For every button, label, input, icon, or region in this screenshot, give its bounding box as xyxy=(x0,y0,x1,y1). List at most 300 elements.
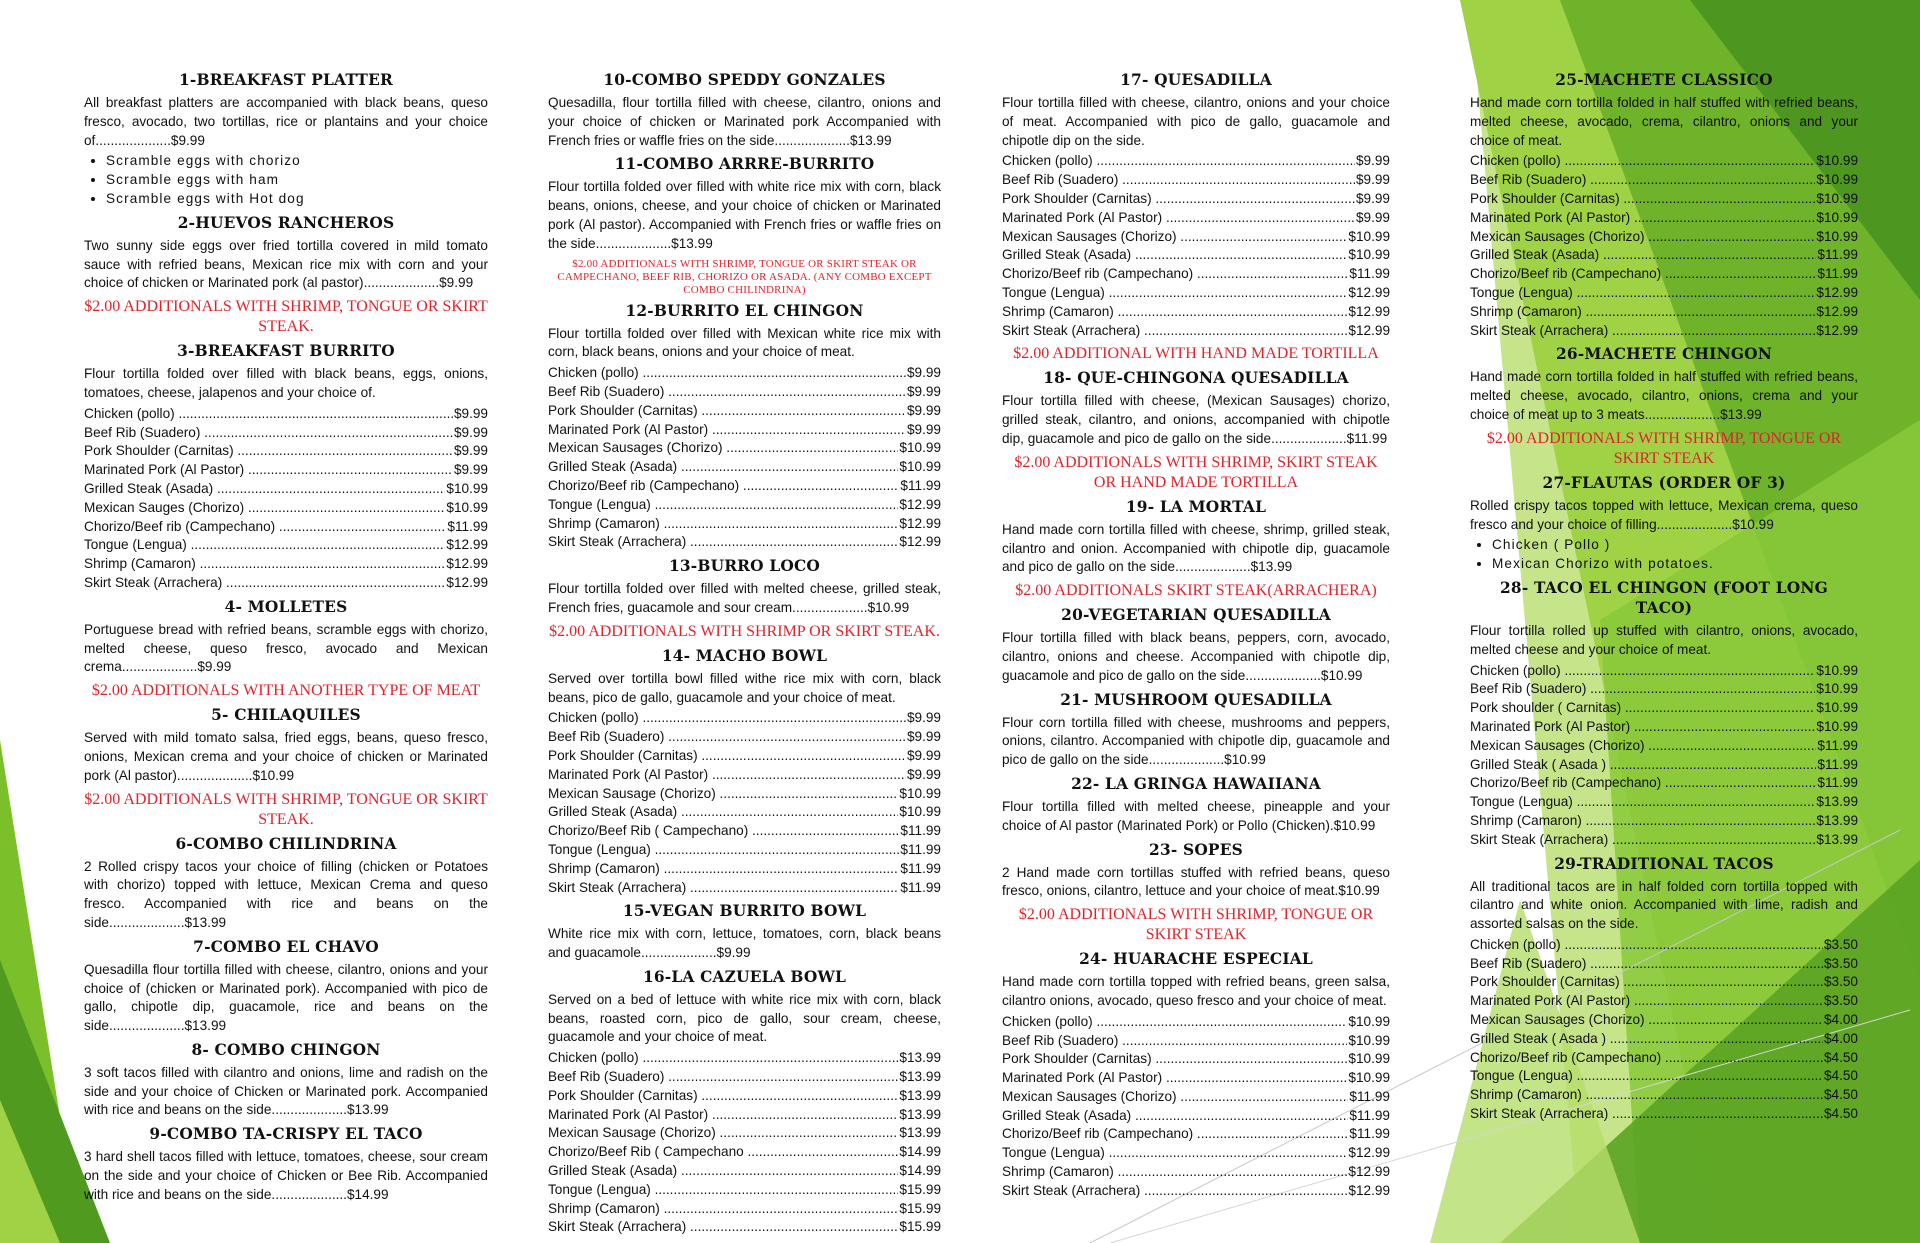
menu-item-description xyxy=(1002,864,1390,902)
menu-section xyxy=(84,937,488,1036)
price-row xyxy=(1470,1067,1858,1086)
item-price: $10.99 xyxy=(1348,1032,1390,1048)
description-text: 3 hard shell tacos filled with lettuce, tomatoes, cheese, sour cream on the side and your choice of Chicken or Bee Rib. Accompanied with rice and beans on the side xyxy=(84,1149,488,1202)
meat-option: Tongue (Lengua) ..... xyxy=(1470,1067,1823,1086)
description-text: Flour tortilla filled with cheese, (Mexican Sausages) chorizo, grilled steak, cilantro, and onions, accompanied with chipotle dip, guacamole and pico de gallo on the side xyxy=(1002,393,1390,446)
menu-item-title: 27-FLAUTAS (ORDER OF 3) xyxy=(1542,473,1786,492)
leader-dots: .................... xyxy=(271,1186,347,1202)
price-row xyxy=(1470,699,1858,718)
menu-item-description: Served over tortilla bowl filled withe rice mix with corn, black beans, pico de gallo, guacamole and your choice of meat. xyxy=(548,670,941,705)
item-price: $4.50 xyxy=(1823,1068,1858,1084)
meat-option: Marinated Pork (Al Pastor) ..... xyxy=(548,766,906,785)
item-price: $10.99 xyxy=(1816,700,1858,716)
menu-item-description: Flour tortilla folded over filled with black beans, eggs, onions, tomatoes, cheese, jalapenos and your choice of. xyxy=(84,366,488,400)
price-row xyxy=(1002,1069,1390,1088)
item-price: $14.99 xyxy=(899,1163,941,1179)
menu-item-description: Flour tortilla folded over filled with Mexican white rice mix with corn, black beans, onions and your choice of meat. xyxy=(548,325,941,360)
leader-dots: .................... xyxy=(271,1102,347,1118)
description-text: Flour tortilla folded over filled with melted cheese, grilled steak, French fries, guacamole and sour cream xyxy=(548,581,941,615)
meat-option: Chorizo/Beef rib (Campechano) ..... xyxy=(1002,265,1348,284)
item-price: $9.99 xyxy=(1355,209,1390,225)
leader-dots: .................... xyxy=(1175,559,1251,575)
menu-item-title: 17- QUESADILLA xyxy=(1120,71,1272,89)
menu-section xyxy=(1002,949,1390,1201)
price-row xyxy=(548,1068,941,1087)
item-price: $13.99 xyxy=(1720,406,1762,422)
item-price: $10.99 xyxy=(899,785,941,801)
price-row xyxy=(548,822,941,841)
item-price: $10.99 xyxy=(1816,718,1858,734)
price-row xyxy=(548,728,941,747)
price-row xyxy=(1470,1086,1858,1105)
meat-option: Beef Rib (Suadero) ..... xyxy=(548,728,906,747)
item-price: $9.99 xyxy=(1355,153,1390,169)
item-price: $9.99 xyxy=(170,132,205,148)
meat-option: Chorizo/Beef rib (Campechano) ..... xyxy=(1470,265,1816,284)
item-price: $10.99 xyxy=(1816,153,1858,169)
price-row xyxy=(1470,265,1858,284)
meat-option: Pork Shoulder (Carnitas) ..... xyxy=(1002,1050,1347,1069)
price-row xyxy=(1470,831,1858,850)
additional-note: $2.00 ADDITIONALS WITH ANOTHER TYPE OF MEAT xyxy=(91,682,481,700)
item-price: $9.99 xyxy=(906,365,941,381)
leader-dots: .................... xyxy=(108,914,185,930)
price-row xyxy=(1002,246,1390,265)
leader-dots: .................... xyxy=(121,659,198,675)
meat-option: Shrimp (Camaron) ..... xyxy=(548,860,899,879)
menu-section xyxy=(84,213,488,293)
menu-section xyxy=(1470,854,1858,1124)
meat-option: Chorizo/Beef rib (Campechano) ..... xyxy=(548,477,899,496)
meat-option: Beef Rib (Suadero) ..... xyxy=(1002,171,1355,190)
item-price: $13.99 xyxy=(1816,794,1858,810)
price-row xyxy=(548,533,941,552)
menu-item-title: 1-BREAKFAST PLATTER xyxy=(178,71,393,89)
item-price: $10.99 xyxy=(1224,752,1266,768)
menu-item-description xyxy=(1002,392,1390,448)
price-row xyxy=(1470,718,1858,737)
item-price: $15.99 xyxy=(899,1181,941,1197)
item-price: $15.99 xyxy=(899,1219,941,1235)
description-text: Rolled crispy tacos topped with lettuce, Mexican crema, queso fresco and your choice of filling xyxy=(1470,497,1858,532)
price-row xyxy=(548,1124,941,1143)
meat-option: Mexican Sausages (Chorizo) ..... xyxy=(1470,737,1816,756)
meat-option: Skirt Steak (Arrachera) ..... xyxy=(84,574,445,593)
item-price: $11.99 xyxy=(1349,1088,1390,1104)
meat-option: Mexican Sausage (Chorizo) ..... xyxy=(548,1124,898,1143)
meat-option: Tongue (Lengua) ..... xyxy=(1470,284,1815,303)
leader-dots: .................... xyxy=(792,599,868,615)
option-item: • Mexican Chorizo with potatoes. xyxy=(1492,555,1858,574)
menu-section xyxy=(1470,70,1858,340)
item-price: $3.50 xyxy=(1823,993,1858,1009)
menu-item-description xyxy=(84,1148,488,1204)
price-row xyxy=(1470,774,1858,793)
item-price: $13.99 xyxy=(899,1050,941,1066)
menu-item-description: Flour tortilla rolled up stuffed with cilantro, onions, avocado, melted cheese and your choice of meat. xyxy=(1470,622,1858,657)
description-text: All breakfast platters are accompanied with black beans, queso fresco, avocado, two tortillas, rice or plantains and your choice of xyxy=(84,95,488,148)
item-price: $3.50 xyxy=(1823,974,1858,990)
price-row xyxy=(1470,284,1858,303)
item-price: $12.99 xyxy=(446,537,488,553)
price-row xyxy=(1470,246,1858,265)
additional-note: $2.00 ADDITIONAL WITH HAND MADE TORTILLA xyxy=(1013,345,1379,363)
item-price: $10.99 xyxy=(1348,247,1390,263)
leader-dots: .................... xyxy=(774,132,850,148)
price-row xyxy=(84,480,488,499)
meat-option: Pork Shoulder (Carnitas) ..... xyxy=(548,1087,898,1106)
meat-option: Grilled Steak (Asada) ..... xyxy=(548,803,898,822)
meat-option: Mexican Sausages (Chorizo) ..... xyxy=(1470,1011,1823,1030)
price-row xyxy=(1002,1088,1390,1107)
item-price: $4.50 xyxy=(1823,1087,1858,1103)
meat-option: Grilled Steak ( Asada ) ..... xyxy=(1470,1030,1823,1049)
menu-item-description xyxy=(1002,521,1390,577)
menu-item-description: Hand made corn tortilla topped with refried beans, green salsa, cilantro onions, avocado, queso fresco and your choice of meat. xyxy=(1002,974,1390,1008)
item-price: $9.99 xyxy=(906,383,941,399)
meat-option: Tongue (Lengua) ..... xyxy=(548,496,898,515)
price-row xyxy=(548,1087,941,1106)
item-price: $9.99 xyxy=(197,659,232,675)
item-price: $10.99 xyxy=(1333,817,1376,833)
item-price: $13.99 xyxy=(184,1018,227,1034)
description-text: 2 Hand made corn tortillas stuffed with refried beans, queso fresco, onions, cilantro, lettuce and your choice of meat. xyxy=(1002,864,1390,899)
menu-item-title: 21- MUSHROOM QUESADILLA xyxy=(1060,690,1332,709)
menu-item-title: 6-COMBO CHILINDRINA xyxy=(175,834,397,853)
leader-dots: .................... xyxy=(1656,516,1733,532)
menu-item-title: 7-COMBO EL CHAVO xyxy=(193,937,379,956)
price-row xyxy=(1002,1013,1390,1032)
price-row xyxy=(1002,152,1390,171)
meat-option: Chicken (pollo) ..... xyxy=(1470,936,1823,955)
price-row xyxy=(1470,303,1858,322)
price-row xyxy=(84,555,488,574)
menu-item-title: 23- SOPES xyxy=(1149,840,1243,859)
price-row xyxy=(1002,1182,1390,1201)
menu-section xyxy=(1470,578,1858,850)
item-price: $4.50 xyxy=(1823,1106,1858,1122)
item-price: $10.99 xyxy=(1816,190,1858,206)
item-price: $13.99 xyxy=(899,1069,941,1085)
meat-option: Grilled Steak (Asada) ..... xyxy=(1002,1107,1348,1126)
menu-item-title: 2-HUEVOS RANCHEROS xyxy=(177,213,395,232)
menu-item-title: 22- LA GRINGA HAWAIIANA xyxy=(1071,774,1321,793)
meat-option: Mexican Sausages (Chorizo) ..... xyxy=(548,439,898,458)
price-row xyxy=(548,1181,941,1200)
menu-item-title: 13-BURRO LOCO xyxy=(668,557,821,576)
item-price: $4.00 xyxy=(1823,1030,1858,1046)
item-price: $12.99 xyxy=(1816,303,1858,319)
meat-option: Skirt Steak (Arrachera) ..... xyxy=(1470,1105,1823,1124)
menu-item-title: 4- MOLLETES xyxy=(224,597,348,616)
price-row xyxy=(1470,955,1858,974)
meat-option: Pork Shoulder (Carnitas) ..... xyxy=(1470,190,1815,209)
meat-option: Grilled Steak (Asada) ..... xyxy=(1470,246,1816,265)
price-row xyxy=(548,1200,941,1219)
item-price: $11.99 xyxy=(900,477,941,493)
item-price: $11.99 xyxy=(1817,266,1858,282)
meat-option: Marinated Pork (Al Pastor) ..... xyxy=(1002,209,1355,228)
meat-option: Beef Rib (Suadero) ..... xyxy=(84,424,453,443)
price-row xyxy=(548,709,941,728)
item-price: $9.99 xyxy=(1355,190,1390,206)
item-price: $10.99 xyxy=(1348,228,1390,244)
meat-option: Shrimp (Camaron) ..... xyxy=(84,555,445,574)
menu-item-description xyxy=(1002,798,1390,836)
leader-dots: .................... xyxy=(363,275,440,291)
item-price: $11.99 xyxy=(1817,247,1858,263)
item-price: $9.99 xyxy=(906,766,941,782)
item-price: $11.99 xyxy=(1346,430,1388,446)
description-text: Flour tortilla filled with melted cheese, pineapple and your choice of Al pastor (Marinated Pork) or Pollo (Chicken). xyxy=(1002,798,1390,833)
item-price: $14.99 xyxy=(346,1186,389,1202)
meat-option: Chicken (pollo) ..... xyxy=(1002,152,1355,171)
item-price: $9.99 xyxy=(716,945,751,961)
item-price: $11.99 xyxy=(1817,737,1858,753)
item-price: $10.99 xyxy=(1348,1013,1390,1029)
description-text: Flour tortilla filled with black beans, peppers, corn, avocado, cilantro, onions and cheese. Accompanied with chipotle dip, guacamole and pico de gallo on the side xyxy=(1002,630,1390,683)
item-price: $11.99 xyxy=(1817,775,1858,791)
meat-option: Tongue (Lengua) ..... xyxy=(548,1181,898,1200)
item-price: $10.99 xyxy=(1816,228,1858,244)
price-row xyxy=(84,499,488,518)
menu-item-description: All traditional tacos are in half folded corn tortilla topped with cilantro and white onion. Accompanied with lime, radish and assorted salsas on the side. xyxy=(1470,878,1858,932)
description-text: Quesadilla, flour tortilla filled with cheese, cilantro, onions and your choice of chicken or Marinated pork Accompanied with French fries or waffle fries on the side xyxy=(548,95,941,148)
price-row xyxy=(1470,662,1858,681)
menu-item-description xyxy=(84,961,488,1036)
item-price: $11.99 xyxy=(1817,756,1858,772)
meat-option: Skirt Steak (Arrachera) ..... xyxy=(1470,322,1815,341)
price-row xyxy=(548,515,941,534)
item-price: $13.99 xyxy=(899,1087,941,1103)
item-price: $11.99 xyxy=(900,879,941,895)
menu-section xyxy=(84,70,488,209)
meat-option: Mexican Sausages (Chorizo) ..... xyxy=(1002,228,1347,247)
meat-option: Beef Rib (Suadero) ..... xyxy=(548,1068,898,1087)
meat-option: Chicken (pollo) ..... xyxy=(548,1049,898,1068)
description-text: Flour corn tortilla filled with cheese, mushrooms and peppers, onions, cilantro. Accompanied with chipotle dip, guacamole and pico de gallo on the side xyxy=(1002,714,1390,768)
price-row xyxy=(84,574,488,593)
item-price: $10.99 xyxy=(867,599,910,615)
description-text: Portuguese bread with refried beans, scramble eggs with chorizo, melted cheese, queso fresco, avocado and Mexican crema xyxy=(84,621,488,675)
meat-option: Marinated Pork (Al Pastor) ..... xyxy=(1470,209,1815,228)
meat-option: Chorizo/Beef rib (Campechano) ..... xyxy=(1470,1049,1823,1068)
menu-column-4 xyxy=(1470,66,1858,1124)
meat-option: Skirt Steak (Arrachera) ..... xyxy=(548,1218,898,1237)
menu-item-title: 3-BREAKFAST BURRITO xyxy=(177,342,395,361)
meat-option: Mexican Sausage (Chorizo) ..... xyxy=(548,785,898,804)
option-item: • Scramble eggs with ham xyxy=(106,171,488,190)
price-row xyxy=(1002,1107,1390,1126)
description-text: Flour tortilla folded over filled with white rice mix with corn, black beans, onions, cheese, and your choice of chicken or Marinated pork (Al pastor). Accompanied with French fries or waffle fries on the side xyxy=(548,179,941,251)
meat-option: Grilled Steak ( Asada ) ..... xyxy=(1470,756,1816,775)
meat-option: Marinated Pork (Al Pastor) ..... xyxy=(548,1106,898,1125)
price-row xyxy=(1002,322,1390,341)
menu-item-description xyxy=(84,237,488,293)
item-price: $14.99 xyxy=(899,1144,941,1160)
additional-note: $2.00 ADDITIONALS WITH SHRIMP, TONGUE OR SKIRT STEAK xyxy=(1486,429,1842,467)
meat-option: Tongue (Lengua) ..... xyxy=(1002,284,1347,303)
meat-option: Mexican Sauges (Chorizo) ..... xyxy=(84,499,445,518)
menu-item-description xyxy=(84,621,488,677)
description-text: Hand made corn tortilla filled with cheese, shrimp, grilled steak, cilantro and onion. Accompanied with chipotle dip, guacamole and pico de gallo on the side xyxy=(1002,521,1390,575)
meat-option: Beef Rib (Suadero) ..... xyxy=(1470,955,1823,974)
leader-dots: .................... xyxy=(176,767,253,783)
meat-option: Mexican Sausages (Chorizo) ..... xyxy=(1002,1088,1348,1107)
menu-item-title: 10-COMBO SPEDDY GONZALES xyxy=(603,71,886,89)
meat-option: Grilled Steak (Asada) ..... xyxy=(84,480,445,499)
meat-option: Shrimp (Camaron) ..... xyxy=(1002,1163,1347,1182)
price-row xyxy=(548,439,941,458)
option-item: • Scramble eggs with Hot dog xyxy=(106,190,488,209)
description-text: Quesadilla flour tortilla filled with cheese, cilantro, onions and your choice of (chicken or Marinated pork). Accompanied with pico de gallo, chipotle dip, guacamole, rice and beans on the side xyxy=(84,961,488,1034)
meat-option: Marinated Pork (Al Pastor) ..... xyxy=(1470,718,1815,737)
item-price: $12.99 xyxy=(899,515,941,531)
menu-item-description xyxy=(548,94,941,150)
menu-item-title: 5- CHILAQUILES xyxy=(211,706,361,725)
meat-option: Pork Shoulder (Carnitas) ..... xyxy=(1470,973,1823,992)
menu-item-description xyxy=(1002,629,1390,685)
meat-option: Pork Shoulder (Carnitas) ..... xyxy=(548,402,906,421)
meat-option: Beef Rib (Suadero) ..... xyxy=(1470,171,1815,190)
meat-option: Mexican Sausages (Chorizo) ..... xyxy=(1470,228,1815,247)
menu-item-title: 19- LA MORTAL xyxy=(1125,497,1267,516)
price-row xyxy=(1002,1163,1390,1182)
meat-option: Chicken (pollo) ..... xyxy=(548,364,906,383)
price-row xyxy=(548,496,941,515)
price-row xyxy=(548,458,941,477)
item-price: $12.99 xyxy=(446,574,488,590)
price-row xyxy=(1002,265,1390,284)
meat-option: Chorizo/Beef Rib ( Campechano ..... xyxy=(548,1143,898,1162)
item-price: $13.99 xyxy=(899,1125,941,1141)
menu-section xyxy=(1002,774,1390,836)
item-price: $11.99 xyxy=(900,823,941,839)
item-price: $12.99 xyxy=(1348,322,1390,338)
meat-option: Shrimp (Camaron) ..... xyxy=(1002,303,1347,322)
menu-section xyxy=(84,1040,488,1120)
menu-item-title: 24- HUARACHE ESPECIAL xyxy=(1079,950,1313,969)
price-row xyxy=(1470,812,1858,831)
price-row xyxy=(1470,190,1858,209)
description-text: Hand made corn tortilla folded in half stuffed with refried beans, melted cheese, avocado, cilantro, onions, crema and your choice of meat up to 3 meats xyxy=(1470,369,1858,422)
additional-note: $2.00 ADDITIONALS WITH SHRIMP OR SKIRT STEAK. xyxy=(549,622,940,640)
price-row xyxy=(1470,936,1858,955)
item-price: $9.99 xyxy=(453,462,488,478)
price-row xyxy=(548,747,941,766)
price-row xyxy=(1470,992,1858,1011)
menu-item-description xyxy=(84,1064,488,1120)
menu-item-title: 16-LA CAZUELA BOWL xyxy=(642,967,847,986)
item-price: $12.99 xyxy=(899,534,941,550)
item-price: $11.99 xyxy=(1349,266,1390,282)
item-price: $11.99 xyxy=(900,860,941,876)
price-row xyxy=(548,1143,941,1162)
meat-option: Tongue (Lengua) ..... xyxy=(1002,1144,1347,1163)
menu-item-title: 14- MACHO BOWL xyxy=(661,646,828,665)
price-row xyxy=(84,518,488,537)
menu-item-description xyxy=(548,925,941,963)
meat-option: Chorizo/Beef rib (Campechano) ..... xyxy=(1470,774,1816,793)
price-row xyxy=(548,785,941,804)
price-row xyxy=(1002,303,1390,322)
description-text: 2 Rolled crispy tacos your choice of filling (chicken or Potatoes with chorizo) topped with lettuce, Mexican Crema and queso fresco. Accompanied with rice and beans on the side xyxy=(84,858,488,930)
option-list xyxy=(84,152,488,208)
item-price: $10.99 xyxy=(1816,209,1858,225)
leader-dots: .................... xyxy=(1148,752,1225,768)
price-row xyxy=(84,405,488,424)
menu-item-title: 11-COMBO ARRRE-BURRITO xyxy=(614,155,875,174)
menu-item-description xyxy=(84,729,488,785)
price-row xyxy=(548,421,941,440)
menu-section xyxy=(548,901,941,963)
price-row xyxy=(1470,1011,1858,1030)
item-price: $10.99 xyxy=(1816,662,1858,678)
meat-option: Pork Shoulder (Carnitas) ..... xyxy=(84,442,453,461)
price-row xyxy=(1470,793,1858,812)
menu-section xyxy=(84,1124,488,1204)
item-price: $13.99 xyxy=(671,235,713,251)
menu-section xyxy=(548,301,941,553)
meat-option: Skirt Steak (Arrachera) ..... xyxy=(1470,831,1815,850)
leader-dots: .................... xyxy=(1271,430,1347,446)
price-row xyxy=(1470,152,1858,171)
meat-option: Shrimp (Camaron) ..... xyxy=(548,1200,898,1219)
item-price: $12.99 xyxy=(899,496,941,512)
leader-dots: .................... xyxy=(640,945,717,961)
menu-section xyxy=(548,556,941,618)
price-row xyxy=(548,860,941,879)
item-price: $13.99 xyxy=(346,1102,389,1118)
item-price: $12.99 xyxy=(1816,322,1858,338)
menu-column-3 xyxy=(1002,66,1390,1201)
price-row xyxy=(1002,1032,1390,1051)
menu-section xyxy=(1002,840,1390,902)
meat-option: Beef Rib (Suadero) ..... xyxy=(1002,1032,1347,1051)
price-row xyxy=(548,383,941,402)
meat-option: Skirt Steak (Arrachera) ..... xyxy=(548,879,899,898)
menu-section xyxy=(84,597,488,677)
item-price: $10.99 xyxy=(899,804,941,820)
item-price: $9.99 xyxy=(906,402,941,418)
item-price: $3.50 xyxy=(1823,936,1858,952)
additional-note: $2.00 ADDITIONALS WITH SHRIMP, TONGUE OR SKIRT STEAK xyxy=(1018,906,1374,944)
price-row xyxy=(548,841,941,860)
item-price: $10.99 xyxy=(1816,172,1858,188)
menu-item-description xyxy=(1470,497,1858,535)
meat-option: Pork Shoulder (Carnitas) ..... xyxy=(548,747,906,766)
additional-note: $2.00 ADDITIONALS SKIRT STEAK(ARRACHERA) xyxy=(1015,582,1377,600)
item-price: $11.99 xyxy=(900,841,941,857)
leader-dots: .................... xyxy=(108,1018,185,1034)
meat-option: Chicken (pollo) ..... xyxy=(84,405,453,424)
price-row xyxy=(1470,209,1858,228)
menu-item-description: Served on a bed of lettuce with white rice mix with corn, black beans, roasted corn, pico de gallo, sour cream, cheese, guacamole and your choice of meat. xyxy=(548,991,941,1045)
menu-item-description xyxy=(548,580,941,618)
price-row xyxy=(84,461,488,480)
price-row xyxy=(1002,1050,1390,1069)
item-price: $10.99 xyxy=(1348,1070,1390,1086)
price-row xyxy=(1470,171,1858,190)
menu-section xyxy=(84,341,488,593)
item-price: $13.99 xyxy=(1816,812,1858,828)
item-price: $12.99 xyxy=(1348,1182,1390,1198)
price-row xyxy=(548,879,941,898)
meat-option: Shrimp (Camaron) ..... xyxy=(1470,303,1815,322)
price-row xyxy=(548,1049,941,1068)
menu-item-description xyxy=(548,178,941,253)
meat-option: Marinated Pork (Al Pastor) ..... xyxy=(548,421,906,440)
